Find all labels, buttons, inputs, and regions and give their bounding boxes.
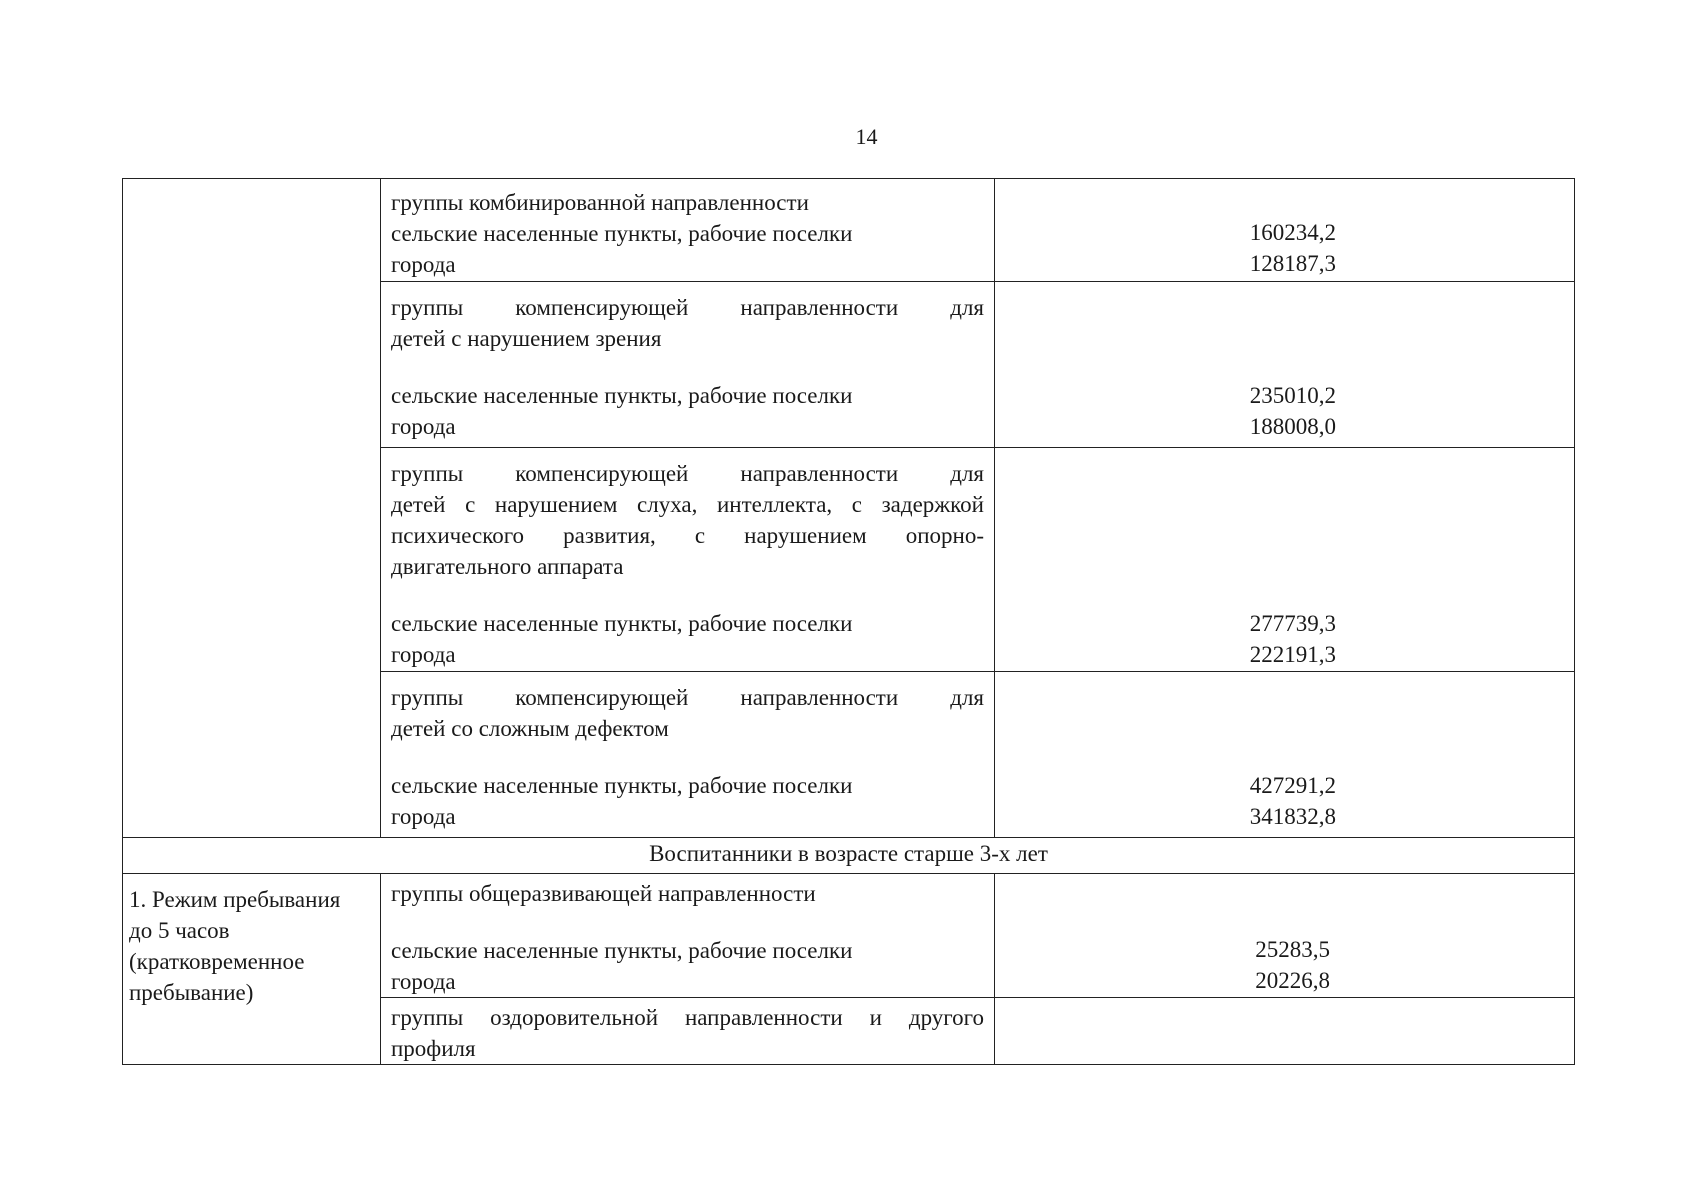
section-heading: Воспитанники в возрасте старше 3-х лет	[123, 838, 1575, 874]
settlement-value: 235010,2	[1249, 383, 1336, 408]
city-value: 20226,8	[1255, 968, 1330, 993]
group-name-line: профиля	[391, 1036, 476, 1061]
group-description-cell	[381, 282, 995, 448]
settlement-label: сельские населенные пункты, рабочие поселки	[391, 221, 853, 246]
section-row	[123, 838, 1575, 874]
value-cell	[995, 672, 1575, 838]
group-description-cell	[381, 672, 995, 838]
mode-line: (кратковременное	[129, 949, 305, 974]
group-name-line: детей с нарушением слуха, интеллекта, с задержкой	[391, 492, 984, 517]
settlement-label: сельские населенные пункты, рабочие поселки	[391, 611, 853, 636]
table-row	[123, 179, 1575, 282]
settlement-label: сельские населенные пункты, рабочие поселки	[391, 938, 853, 963]
page-number: 14	[855, 124, 878, 149]
group-name-line: психического развития, с нарушением опорно-	[391, 523, 984, 548]
group-description-cell	[381, 998, 995, 1065]
city-value: 128187,3	[1249, 251, 1336, 276]
table-row	[123, 874, 1575, 998]
city-value: 341832,8	[1249, 804, 1336, 829]
city-value: 188008,0	[1249, 414, 1336, 439]
group-name-line: группы компенсирующей направленности для	[391, 295, 984, 320]
group-name-line: детей со сложным дефектом	[391, 716, 669, 741]
city-label: города	[391, 804, 456, 829]
group-description-cell	[381, 179, 995, 282]
group-name-line: группы компенсирующей направленности для	[391, 461, 984, 486]
group-name-line: двигательного аппарата	[391, 554, 624, 579]
mode-cell-empty	[123, 179, 381, 838]
group-description-cell	[381, 448, 995, 672]
value-cell-empty	[995, 998, 1575, 1065]
settlement-value: 25283,5	[1255, 937, 1330, 962]
city-label: города	[391, 642, 456, 667]
group-name-line: детей с нарушением зрения	[391, 326, 662, 351]
group-name-line: группы компенсирующей направленности для	[391, 685, 984, 710]
city-value: 222191,3	[1249, 642, 1336, 667]
city-label: города	[391, 252, 456, 277]
settlement-label: сельские населенные пункты, рабочие поселки	[391, 773, 853, 798]
mode-line: пребывание)	[129, 980, 254, 1005]
city-label: города	[391, 969, 456, 994]
mode-line: 1. Режим пребывания	[129, 887, 341, 912]
group-name: группы общеразвивающей направленности	[391, 881, 816, 906]
mode-cell	[123, 874, 381, 1065]
settlement-value: 427291,2	[1249, 773, 1336, 798]
city-label: города	[391, 414, 456, 439]
settlement-value: 160234,2	[1249, 220, 1336, 245]
mode-line: до 5 часов	[129, 918, 230, 943]
value-cell	[995, 448, 1575, 672]
group-name-line: группы оздоровительной направленности и другого	[391, 1005, 984, 1030]
tariff-table	[122, 178, 1575, 1065]
settlement-value: 277739,3	[1249, 611, 1336, 636]
group-name: группы комбинированной направленности	[391, 190, 809, 215]
value-cell	[995, 874, 1575, 998]
value-cell	[995, 282, 1575, 448]
settlement-label: сельские населенные пункты, рабочие поселки	[391, 383, 853, 408]
group-description-cell	[381, 874, 995, 998]
value-cell	[995, 179, 1575, 282]
